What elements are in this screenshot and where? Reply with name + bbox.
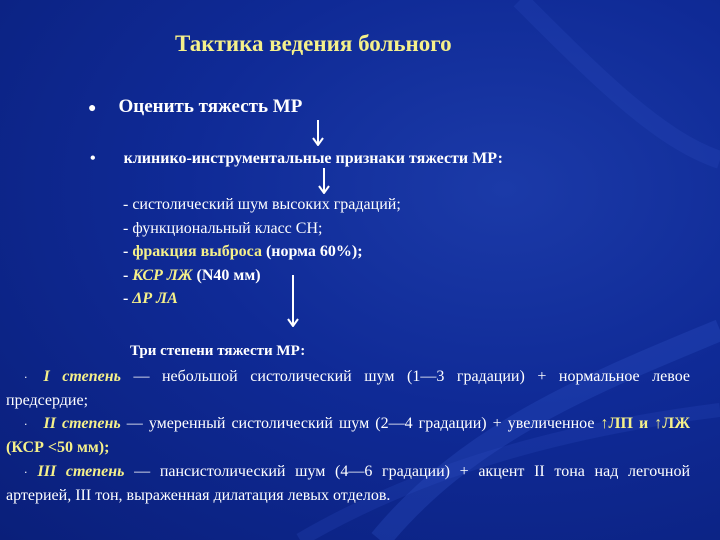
list-item: - систолический шум высоких градаций; bbox=[123, 196, 401, 213]
bullet-icon: • bbox=[90, 150, 96, 167]
degrees-heading: Три степени тяжести МР: bbox=[130, 343, 306, 359]
bullet-icon: · bbox=[24, 466, 28, 479]
arrow-down-icon bbox=[310, 120, 326, 146]
degree-item: · II степень — умеренный систолический шум (2—4 градации) + увеличенное ↑ЛП и ↑ЛЖ (КСР <50 мм); bbox=[6, 415, 691, 456]
step-2-text: клинико-инструментальные признаки тяжести МР: bbox=[123, 150, 503, 167]
list-item: - функциональный класс СН; bbox=[123, 219, 323, 237]
list-item: - КСР ЛЖ (N40 мм) bbox=[123, 266, 261, 284]
page-title: Тактика ведения больного bbox=[175, 31, 452, 56]
degree-item: · I степень — небольшой систолический шум (1—3 градации) + нормальное левое предсердие; bbox=[6, 368, 690, 409]
step-1 bbox=[88, 96, 302, 118]
arrow-down-icon bbox=[285, 275, 301, 327]
step-1-text: Оценить тяжесть МР bbox=[118, 96, 303, 117]
list-item: - ΔР ЛА bbox=[123, 290, 178, 307]
list-item: - фракция выброса (норма 60%); bbox=[123, 243, 363, 260]
bullet-icon: · bbox=[24, 371, 28, 384]
bullet-icon: · bbox=[24, 418, 28, 431]
bullet-icon: ● bbox=[88, 101, 97, 116]
signs-list bbox=[123, 193, 401, 311]
step-2 bbox=[90, 150, 503, 168]
arrow-down-icon bbox=[316, 168, 332, 194]
degree-item: · III степень — пансистолический шум (4—6 градации) + акцент II тона над легочной артерией, III тон, выраженная дилатация левых отделов. bbox=[6, 463, 691, 504]
